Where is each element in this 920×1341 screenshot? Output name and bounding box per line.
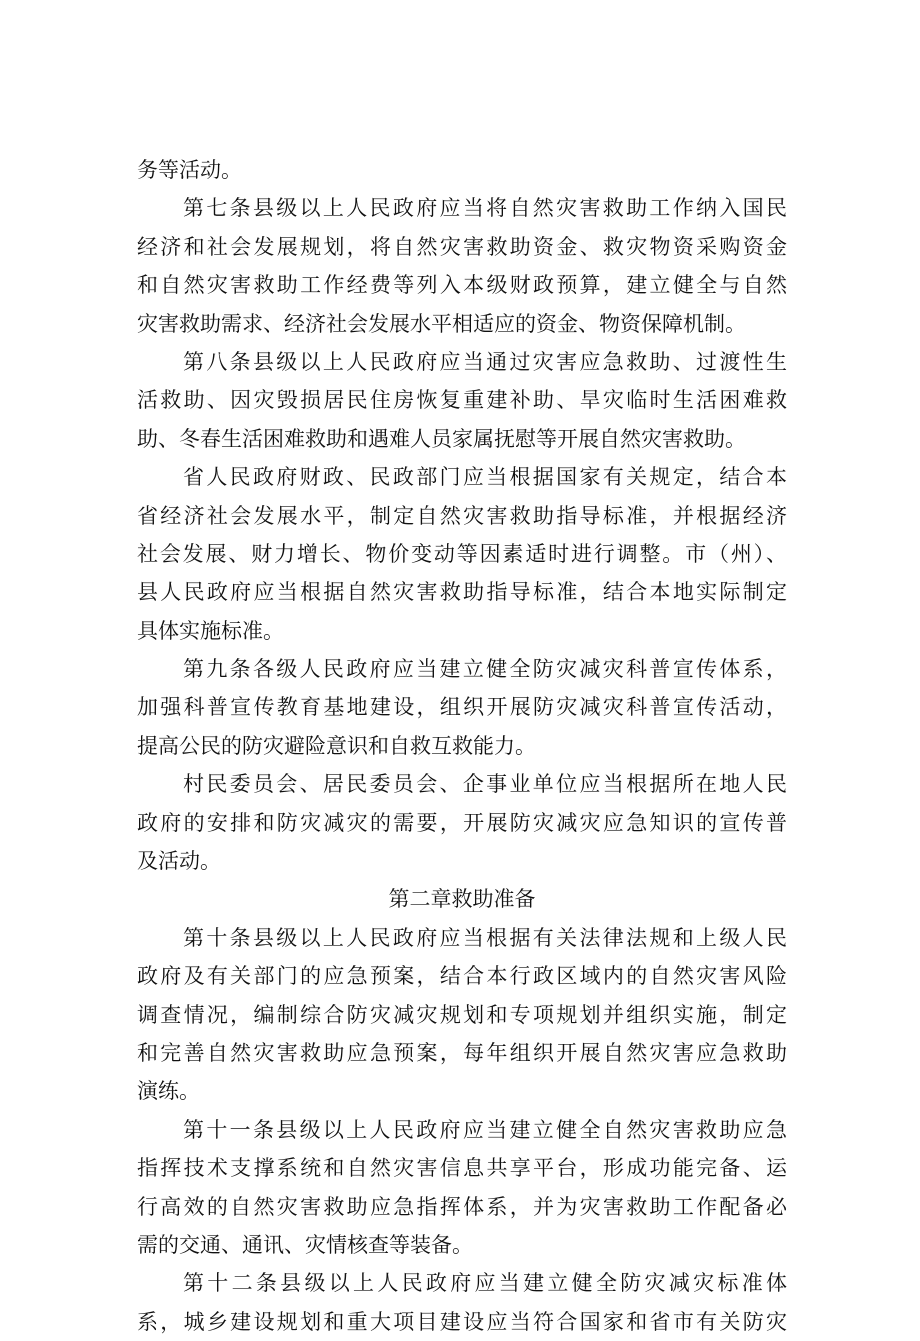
text-line: 村民委员会、居民委员会、企事业单位应当根据所在地人民	[183, 772, 787, 797]
text-line: 及活动。	[137, 849, 221, 874]
text-line: 第十条县级以上人民政府应当根据有关法律法规和上级人民	[183, 925, 787, 950]
text-line: 社会发展、财力增长、物价变动等因素适时进行调整。市（州）、	[137, 541, 787, 566]
text-line: 助、冬春生活困难救助和遇难人员家属抚慰等开展自然灾害救助。	[137, 426, 746, 451]
text-line: 政府的安排和防灾减灾的需要，开展防灾减灾应急知识的宣传普	[137, 810, 787, 835]
text-line: 需的交通、通讯、灾情核查等装备。	[137, 1232, 473, 1257]
text-line: 第十二条县级以上人民政府应当建立健全防灾减灾标准体	[183, 1271, 787, 1296]
text-line: 行高效的自然灾害救助应急指挥体系，并为灾害救助工作配备必	[137, 1194, 787, 1219]
text-line: 演练。	[137, 1079, 200, 1104]
text-line: 第七条县级以上人民政府应当将自然灾害救助工作纳入国民	[183, 196, 787, 221]
text-line: 省经济社会发展水平，制定自然灾害救助指导标准，并根据经济	[137, 503, 787, 528]
chapter-heading: 第二章救助准备	[388, 887, 536, 912]
text-line: 活救助、因灾毁损居民住房恢复重建补助、旱灾临时生活困难救	[137, 388, 787, 413]
text-line: 第八条县级以上人民政府应当通过灾害应急救助、过渡性生	[183, 349, 787, 374]
text-line: 调查情况，编制综合防灾减灾规划和专项规划并组织实施，制定	[137, 1002, 787, 1027]
text-line: 和自然灾害救助工作经费等列入本级财政预算，建立健全与自然	[137, 273, 787, 298]
text-line: 第九条各级人民政府应当建立健全防灾减灾科普宣传体系，	[183, 657, 787, 682]
text-line: 县人民政府应当根据自然灾害救助指导标准，结合本地实际制定	[137, 580, 787, 605]
text-line: 具体实施标准。	[137, 618, 284, 643]
text-line: 政府及有关部门的应急预案，结合本行政区域内的自然灾害风险	[137, 964, 787, 989]
document-body	[137, 151, 787, 1341]
text-line: 灾害救助需求、经济社会发展水平相适应的资金、物资保障机制。	[137, 311, 746, 336]
text-line: 第十一条县级以上人民政府应当建立健全自然灾害救助应急	[183, 1117, 787, 1142]
text-line: 加强科普宣传教育基地建设，组织开展防灾减灾科普宣传活动，	[137, 695, 787, 720]
text-line: 和完善自然灾害救助应急预案，每年组织开展自然灾害应急救助	[137, 1040, 787, 1065]
text-line: 提高公民的防灾避险意识和自救互救能力。	[137, 733, 536, 758]
text-line: 指挥技术支撑系统和自然灾害信息共享平台，形成功能完备、运	[137, 1156, 787, 1181]
text-line: 省人民政府财政、民政部门应当根据国家有关规定，结合本	[183, 465, 787, 490]
text-line: 经济和社会发展规划，将自然灾害救助资金、救灾物资采购资金	[137, 234, 787, 259]
text-line: 务等活动。	[137, 158, 242, 182]
text-line: 系，城乡建设规划和重大项目建设应当符合国家和省市有关防灾	[137, 1309, 787, 1334]
